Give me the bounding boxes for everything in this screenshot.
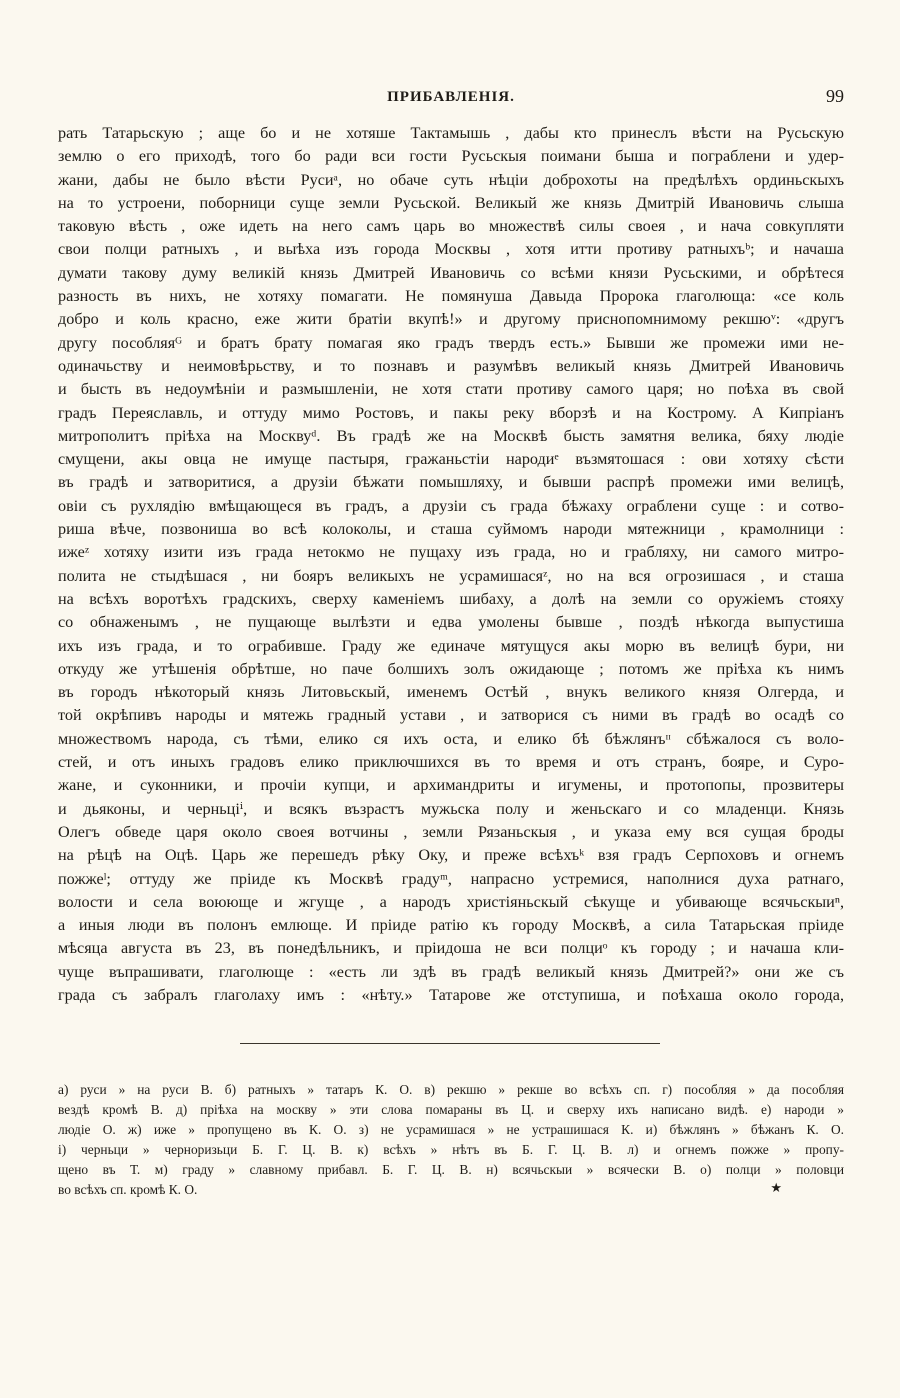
text-line: градъ Переяславль, и оттуду мимо Ростовъ, и пакы реку вборзѣ и на Кострому. А Кипріанъ [58,403,844,422]
text-line: пожжеˡ; оттуду же пріиде къ Москвѣ градуᵐ, напрасно устремися, наполнися духа ратнаго, [58,869,844,888]
text-line: стей, и отъ иныхъ градовъ елико приключшихся въ то время и отъ странъ, бояре, и Суро- [58,753,844,772]
footnote-line: людіе О. ж) иже » пропущено въ К. О. з) не усрамишася » не устрашишася К. и) бѣжлянъ » бѣжанъ К. О. [58,1122,844,1137]
text-line: Олегъ обведе царя около своея вотчины , земли Рязаньскыя , и указа ему вся сущая броды [58,822,844,841]
end-mark: ★ [770,1180,782,1195]
page-number: 99 [826,86,844,106]
text-line: овіи съ рухлядію вмѣщающеся въ градъ, а друзіи съ града бѣжаху ограблени суще : и сотво- [58,496,844,515]
footnote-line: вездѣ кромѣ В. д) пріѣха на москву » эти слова помараны въ Ц. и сверху ихъ написано видѣ. е) народи » [58,1102,844,1117]
footnotes-block [58,1080,844,1200]
text-line: и бысть въ недоумѣніи и размышленіи, не хотя стати противу самого царя; но поѣха въ свой [58,380,844,399]
text-line: въ городъ нѣкоторый князь Литовьскый, именемъ Остѣй , внукъ великого князя Олгерда, и [58,683,844,702]
text-line: ижеᶻ хотяху изити изъ града нетокмо не пущаху изъ града, но и грабляху, ни самого митро- [58,543,844,562]
text-line: ихъ изъ града, и то ограбивше. Граду же единаче мятущуся акы морю въ велицѣ бури, ни [58,636,844,655]
footnote-line: і) черньци » черноризьци Б. Г. Ц. В. к) всѣхъ » нѣтъ въ Б. Г. Ц. В. л) и огнемъ пожже » пропу- [58,1142,844,1157]
text-line: землю о его приходѣ, того бо ради вси гости Русьскыя поимани быша и пограблени и удер- [58,147,844,166]
text-line: и дьяконы, и черньціⁱ, и всякъ възрастъ мужьска полу и женьскаго и со младенци. Князь [58,799,844,818]
text-line: разность въ нихъ, не хотяху помагати. Не помянуша Давыда Пророка глаголюща: «се коль [58,287,844,306]
footnote-line: а) руси » на руси В. б) ратныхъ » татаръ К. О. в) рекшю » рекше во всѣхъ сп. г) пособляя » да пособляя [58,1082,844,1097]
text-line: таковую вѣсть , оже идеть на него самъ царь во множествѣ силы своея , и нача совкупляти [58,217,844,236]
text-line: на всѣхъ воротѣхъ градскихъ, сверху каменіемъ шибаху, а долѣ на земли со оружіемъ стояху [58,589,844,608]
text-line: мѣсяца августа въ 23, въ понедѣльникъ, и пріидоша не вси полциᵒ къ городу ; и начаша кли- [58,939,844,958]
text-line: той окрѣпивъ народы и мятежь градный устави , и затворися съ ними въ градѣ во осадѣ со [58,706,844,725]
text-line: добро и коль красно, еже жити братіи вкупѣ!» и другому приснопомнимому рекшюᵛ: «другъ [58,310,844,329]
text-line: града съ забралъ глаголаху имъ : «нѣту.» Татарове же отступиша, и поѣхаша около города, [58,985,844,1004]
footnote-divider [240,1043,660,1044]
text-line: думати такову думу великій князь Дмитрей Ивановичь со всѣми князи Русьскими, и обрѣтеся [58,263,844,282]
text-line: волости и села воююще и жгуще , а народъ христіяньскый сѣкуще и убивающе всячьскыиⁿ, [58,892,844,911]
page-header [58,86,844,110]
text-line: со обнаженымъ , не пущающе вылѣзти и едва умолены бывше , поздѣ нѣкогда выпустиша [58,613,844,632]
text-line: митрополитъ пріѣха на Москвуᵈ. Въ градѣ же на Москвѣ бысть замятня велика, бяху людіе [58,426,844,445]
text-line: полита не стыдѣшася , ни бояръ великыхъ не усрамишасяᶻ, но на вся огрозишася , и сташа [58,566,844,585]
footnote-line: во всѣхъ сп. кромѣ К. О. [58,1182,198,1197]
text-line: а иныя люди въ полонъ емлюще. И пріиде ратію къ городу Москвѣ, а сила Татарьская пріиде [58,916,844,935]
text-line: жани, дабы не было вѣсти Русиᵃ, но обаче суть нѣцiи доброхоты на предѣлѣхъ ординьскыхъ [58,170,844,189]
text-line: откуду же утѣшенія обрѣтше, но паче болшихъ золъ ожидающе ; потомъ же пріѣха къ нимъ [58,659,844,678]
text-line: рать Татарьскую ; аще бо и не хотяше Тактамышь , дабы кто принеслъ вѣсти на Русьскую [58,124,844,142]
main-text-block [58,122,844,1007]
text-line: чуще въпрашивати, глаголюще : «есть ли здѣ въ градѣ великый князь Дмитрей?» они же съ [58,962,844,981]
text-line: въ градѣ и затворитися, а друзіи бѣжати помышляху, и бывши распрѣ промежи ими велицѣ, [58,473,844,492]
text-line: смущени, акы овца не имуще пастыря, гражаньстіи народиᵉ възмятошася : ови хотяху сѣсти [58,450,844,469]
footnote-line: щено въ Т. м) граду » славному прибавл. Б. Г. Ц. В. н) всячьскыи » всячески В. о) полци » половци [58,1162,844,1177]
text-line: другу пособляяᴳ и братъ брату помагая яко градъ твердъ есть.» Бывши же промежи ими не- [58,333,844,352]
text-line: риша вѣче, позвониша во всѣ колоколы, и сташа суймомъ народи мятежници , крамолници : [58,520,844,539]
text-line: жане, и суконники, и прочіи купци, и архимандриты и игумены, и протопопы, прозвитеры [58,776,844,795]
text-line: на то устроени, поборници суще земли Русьской. Великый же князь Дмитрій Ивановичь слыша [58,193,844,212]
text-line: одиначьству и неимовѣрьству, и то познавъ и разумѣвъ великый князь Дмитрей Ивановичь [58,356,844,375]
text-line: множествомъ народа, съ тѣми, елико ся ихъ оста, и елико бѣ бѣжлянъᶦᶦ сбѣжалося съ воло- [58,729,844,748]
text-line: свои полци ратныхъ , и выѣха изъ города Москвы , хотя итти противу ратныхъᵇ; и начаша [58,240,844,259]
running-title: ПРИБАВЛЕНІЯ. [387,89,515,105]
text-line: на рѣцѣ на Оцѣ. Царь же перешедъ рѣку Оку, и преже всѣхъᵏ взя градъ Серпоховъ и огнемъ [58,846,844,865]
